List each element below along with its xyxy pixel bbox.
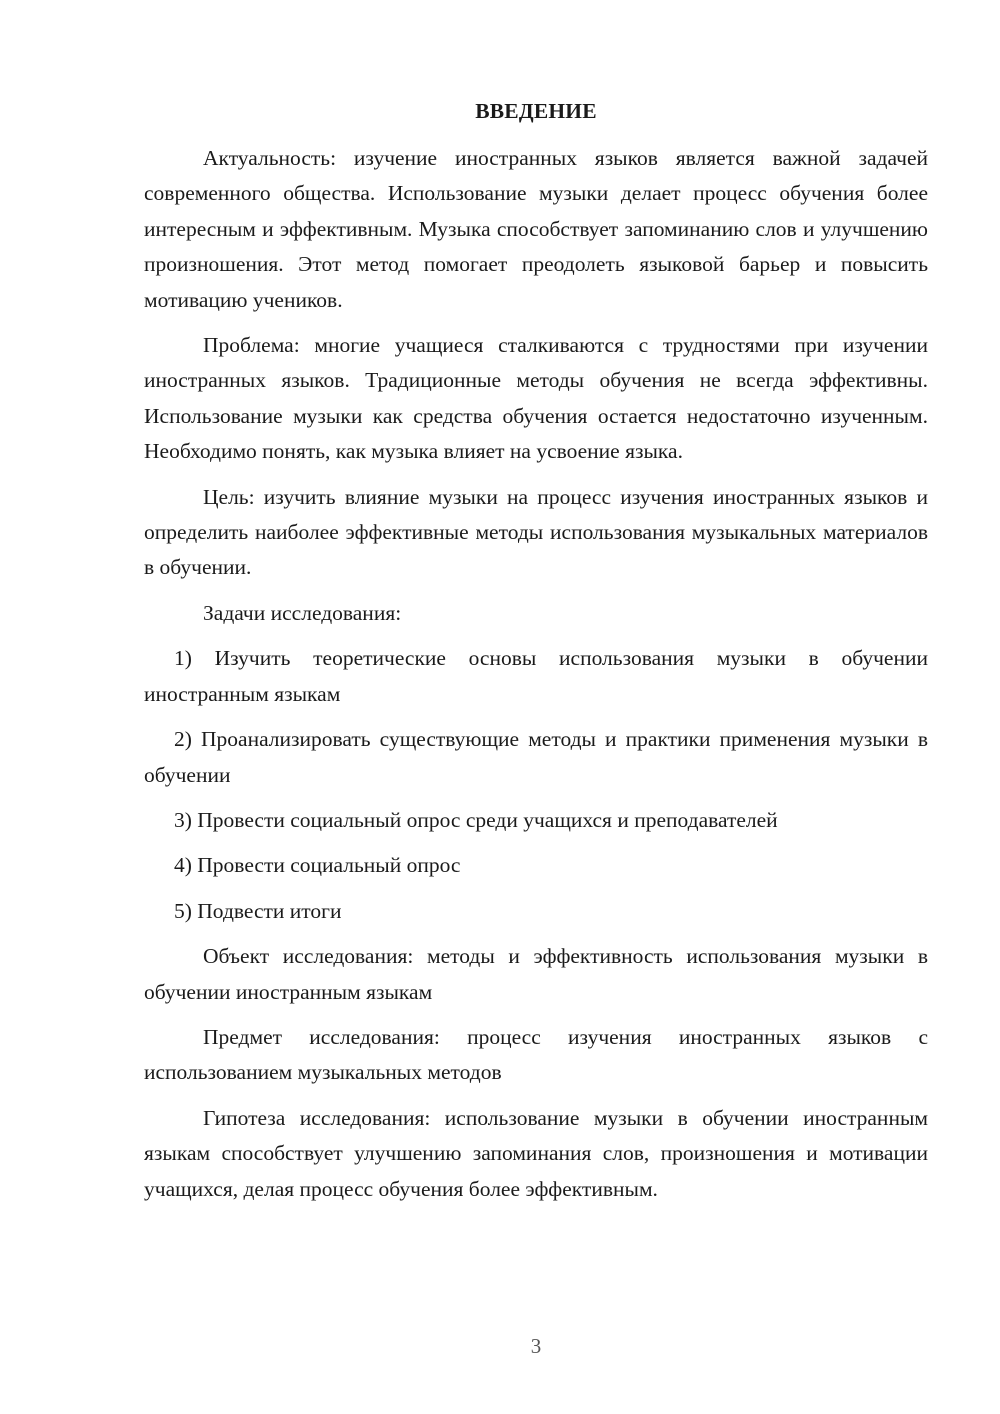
paragraph-subject: Предмет исследования: процесс изучения иностранных языков с использованием музыкальных методов bbox=[144, 1024, 928, 1085]
section-title: ВВЕДЕНИЕ bbox=[475, 99, 597, 123]
paragraph-goal: Цель: изучить влияние музыки на процесс изучения иностранных языков и определить наиболее эффективные методы использования музыкальных материалов в обучении. bbox=[144, 484, 928, 580]
paragraph-relevance: Актуальность: изучение иностранных языков является важной задачей современного общества. Использование музыки делает процесс обучения более интересным и эффективным. Музыка способствует запоминанию слов и улучшению произношения. Этот метод помогает преодолеть языковой барьер и повысить мотивацию учеников. bbox=[144, 146, 928, 312]
task-item-1: 1) Изучить теоретические основы использования музыки в обучении иностранным языкам bbox=[144, 646, 928, 706]
paragraph-problem: Проблема: многие учащиеся сталкиваются с трудностями при изучении иностранных языков. Традиционные методы обучения не всегда эффективны. Использование музыки как средства обучения остается недостаточно изученным. Необходимо понять, как музыка влияет на усвоение языка. bbox=[144, 333, 928, 464]
task-item-2: 2) Проанализировать существующие методы и практики применения музыки в обучении bbox=[144, 727, 928, 787]
task-item-3: 3) Провести социальный опрос среди учащихся и преподавателей bbox=[174, 807, 778, 832]
paragraph-object: Объект исследования: методы и эффективность использования музыки в обучении иностранным языкам bbox=[144, 944, 928, 1004]
task-item-4: 4) Провести социальный опрос bbox=[174, 853, 461, 878]
page-number: 3 bbox=[530, 1334, 542, 1358]
page-content bbox=[144, 94, 928, 1217]
paragraph-hypothesis: Гипотеза исследования: использование музыки в обучении иностранным языкам способствует улучшению запоминания слов, произношения и мотивации учащихся, делая процесс обучения более эффективным. bbox=[144, 1105, 928, 1201]
task-item-5: 5) Подвести итоги bbox=[174, 898, 342, 923]
paragraph-tasks-heading: Задачи исследования: bbox=[203, 600, 402, 625]
